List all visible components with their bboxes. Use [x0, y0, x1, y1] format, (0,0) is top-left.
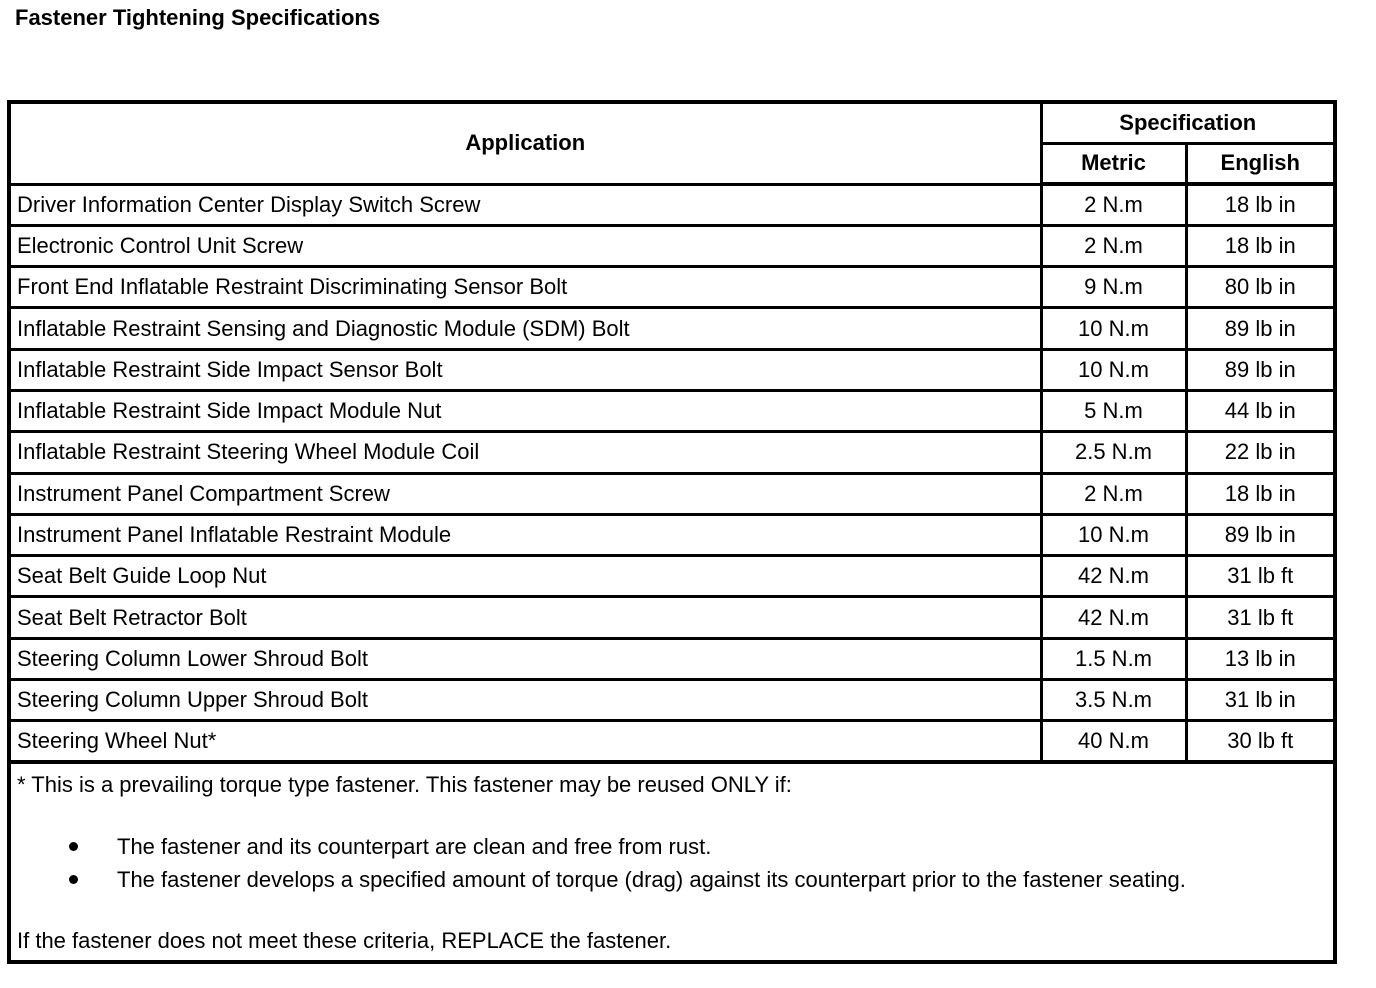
- table-footnote: [9, 762, 1335, 962]
- table-row: [9, 638, 1335, 679]
- table-row: [9, 390, 1335, 431]
- bullet-icon: [69, 842, 78, 851]
- application-cell: Inflatable Restraint Sensing and Diagnostic Module (SDM) Bolt: [9, 308, 1041, 349]
- english-cell: 13 lb in: [1186, 638, 1335, 679]
- table-row: [9, 225, 1335, 266]
- metric-cell: 10 N.m: [1041, 514, 1186, 555]
- table-header: [9, 102, 1335, 184]
- header-application: Application: [9, 102, 1041, 184]
- english-cell: 31 lb ft: [1186, 597, 1335, 638]
- application-cell: Electronic Control Unit Screw: [9, 225, 1041, 266]
- metric-cell: 10 N.m: [1041, 349, 1186, 390]
- application-cell: Inflatable Restraint Steering Wheel Module Coil: [9, 432, 1041, 473]
- page-title: Fastener Tightening Specifications: [15, 5, 381, 30]
- english-cell: 31 lb ft: [1186, 556, 1335, 597]
- metric-cell: 10 N.m: [1041, 308, 1186, 349]
- header-metric: Metric: [1041, 143, 1186, 184]
- fastener-spec-table: [7, 100, 1337, 964]
- application-cell: Inflatable Restraint Side Impact Sensor Bolt: [9, 349, 1041, 390]
- metric-cell: 40 N.m: [1041, 721, 1186, 762]
- table-body: [9, 184, 1335, 762]
- application-cell: Steering Column Upper Shroud Bolt: [9, 680, 1041, 721]
- table-row: [9, 680, 1335, 721]
- application-cell: Front End Inflatable Restraint Discriminating Sensor Bolt: [9, 267, 1041, 308]
- application-cell: Seat Belt Guide Loop Nut: [9, 556, 1041, 597]
- table-row: [9, 556, 1335, 597]
- application-cell: Driver Information Center Display Switch Screw: [9, 184, 1041, 225]
- criteria-text: The fastener develops a specified amount of torque (drag) against its counterpart prior to the fastener seating.: [117, 867, 1186, 893]
- english-cell: 89 lb in: [1186, 514, 1335, 555]
- metric-cell: 1.5 N.m: [1041, 638, 1186, 679]
- footnote-row: [9, 762, 1335, 962]
- header-english: English: [1186, 143, 1335, 184]
- footnote-cell: [9, 762, 1335, 962]
- english-cell: 18 lb in: [1186, 473, 1335, 514]
- criteria-text: The fastener and its counterpart are clean and free from rust.: [117, 834, 712, 860]
- list-item: [17, 830, 1327, 863]
- english-cell: 30 lb ft: [1186, 721, 1335, 762]
- table-row: [9, 514, 1335, 555]
- table-row: [9, 597, 1335, 638]
- application-cell: Inflatable Restraint Side Impact Module Nut: [9, 390, 1041, 431]
- bullet-icon: [69, 875, 78, 884]
- metric-cell: 2 N.m: [1041, 184, 1186, 225]
- table-row: [9, 184, 1335, 225]
- metric-cell: 5 N.m: [1041, 390, 1186, 431]
- metric-cell: 3.5 N.m: [1041, 680, 1186, 721]
- application-cell: Steering Column Lower Shroud Bolt: [9, 638, 1041, 679]
- table-row: [9, 721, 1335, 762]
- table-row: [9, 432, 1335, 473]
- metric-cell: 42 N.m: [1041, 556, 1186, 597]
- english-cell: 18 lb in: [1186, 225, 1335, 266]
- application-cell: Instrument Panel Inflatable Restraint Module: [9, 514, 1041, 555]
- application-cell: Steering Wheel Nut*: [9, 721, 1041, 762]
- metric-cell: 42 N.m: [1041, 597, 1186, 638]
- footnote-intro: * This is a prevailing torque type fastener. This fastener may be reused ONLY if:: [17, 772, 792, 798]
- application-cell: Seat Belt Retractor Bolt: [9, 597, 1041, 638]
- table-row: [9, 473, 1335, 514]
- english-cell: 18 lb in: [1186, 184, 1335, 225]
- footnote-criteria-list: [17, 830, 1327, 896]
- list-item: [17, 863, 1327, 896]
- application-cell: Instrument Panel Compartment Screw: [9, 473, 1041, 514]
- english-cell: 22 lb in: [1186, 432, 1335, 473]
- english-cell: 89 lb in: [1186, 308, 1335, 349]
- metric-cell: 2.5 N.m: [1041, 432, 1186, 473]
- english-cell: 44 lb in: [1186, 390, 1335, 431]
- footnote-outro: If the fastener does not meet these criteria, REPLACE the fastener.: [17, 928, 672, 954]
- metric-cell: 9 N.m: [1041, 267, 1186, 308]
- header-specification: Specification: [1041, 102, 1335, 143]
- metric-cell: 2 N.m: [1041, 225, 1186, 266]
- english-cell: 31 lb in: [1186, 680, 1335, 721]
- header-row-top: [9, 102, 1335, 143]
- english-cell: 89 lb in: [1186, 349, 1335, 390]
- table-row: [9, 267, 1335, 308]
- english-cell: 80 lb in: [1186, 267, 1335, 308]
- table-row: [9, 349, 1335, 390]
- table-row: [9, 308, 1335, 349]
- metric-cell: 2 N.m: [1041, 473, 1186, 514]
